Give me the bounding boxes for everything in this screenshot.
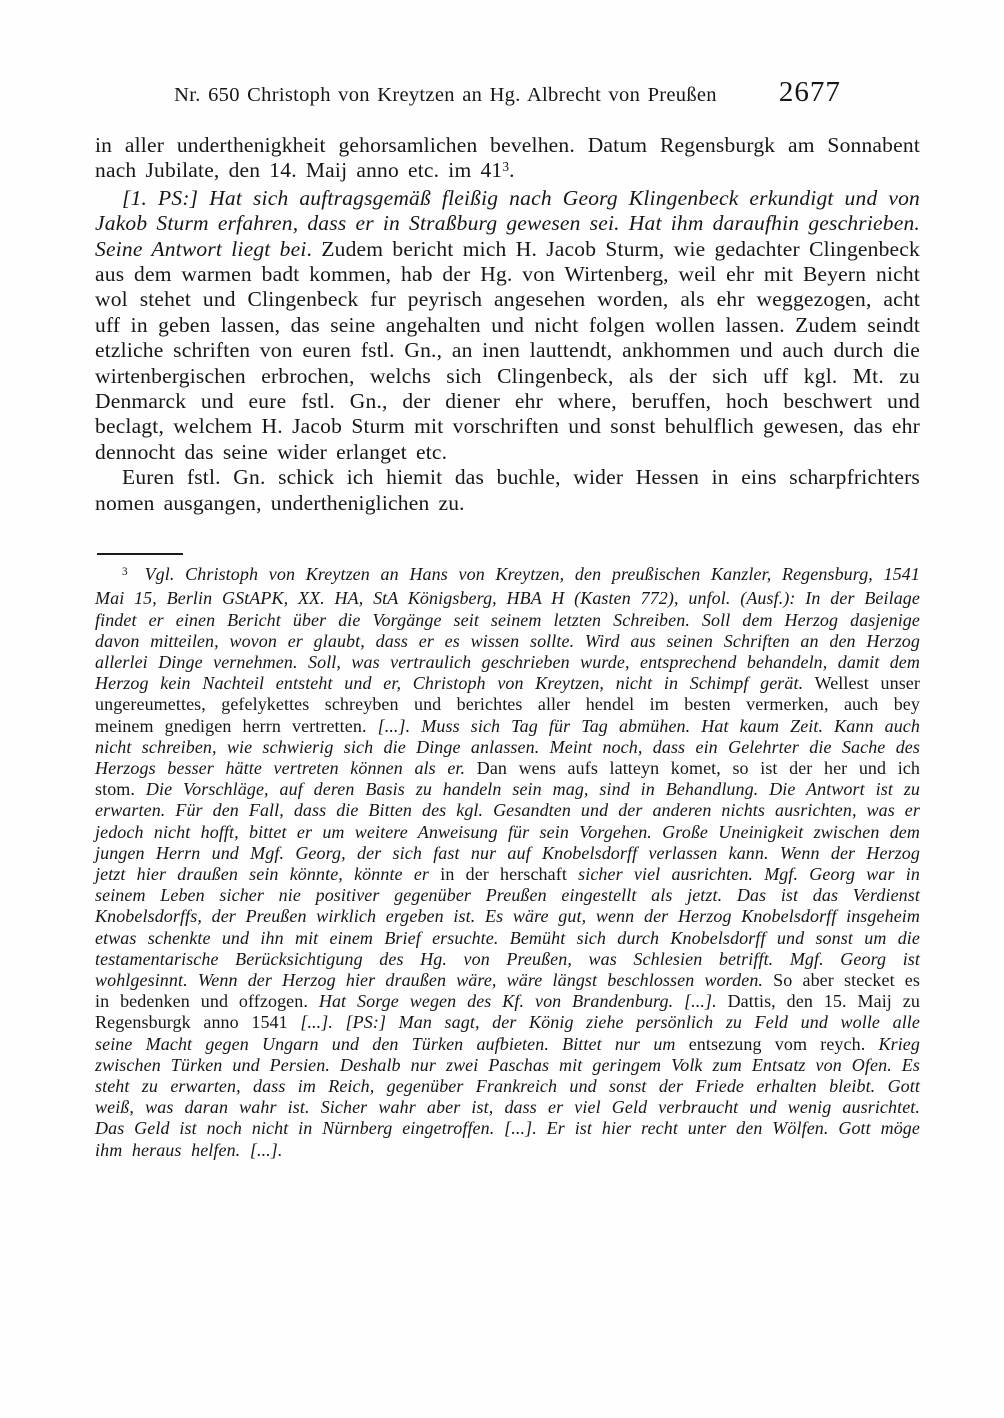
text-segment: Euren fstl. Gn. schick ich hiemit das buchle, wider Hessen in eins scharpfrichters nomen ausgangen, undertheniglichen zu. xyxy=(95,465,920,515)
text-segment: Wellest unser ungereumettes, gefelykettes schreyben und berichtes aller hendel im besten vermerken, auch bey meinem gnedigen herrn vertretten. xyxy=(95,673,920,736)
footnote-block xyxy=(95,564,920,1161)
text-segment: entsezung vom reych. xyxy=(675,1033,866,1054)
footnote-reference-number: 3 xyxy=(122,566,128,579)
text-segment: [...]. [PS:] Man sagt, der König ziehe persönlich zu Feld und wolle alle seine Macht gegen Ungarn und den Türken aufbieten. Bittet nur um xyxy=(95,1012,920,1054)
page-number: 2677 xyxy=(778,76,841,108)
body-paragraph-2 xyxy=(95,186,920,465)
text-segment: [1. PS:] Hat sich auftragsgemäß fleißig nach Georg Klingenbeck erkundigt und von Jakob Sturm erfahren, dass er in Straßburg gewesen sei. Hat ihm daraufhin geschrieben. Seine Antwort liegt bei xyxy=(95,185,920,261)
main-text xyxy=(95,133,920,516)
text-segment: . xyxy=(509,158,515,183)
page-header xyxy=(95,76,920,109)
text-segment: Dan wens aufs latteyn komet, so ist der her und ich stom. xyxy=(95,757,920,800)
text-segment: So aber stecket es in bedenken und offzogen. xyxy=(95,969,920,1012)
body-paragraph-3 xyxy=(95,465,920,516)
text-segment: Krieg zwischen Türken und Persien. Deshalb nur zwei Paschas mit geringem Volk zum Entsatz von Ofen. Es steht zu erwarten, dass im Reich, gegenüber Frankreich und sonst der Friede erhalten bleibt. Gott weiß, was daran wahr ist. Sicher wahr aber ist, dass er viel Geld verbraucht und wenig ausrichtet. Das Geld ist noch nicht in Nürnberg eingetroffen. [...]. Er ist hier recht unter den Wölfen. Gott möge ihm heraus helfen. [...]. xyxy=(95,1033,920,1160)
text-segment: . Zudem bericht mich H. Jacob Sturm, wie gedachter Clingenbeck aus dem warmen badt kommen, hab der Hg. von Wirtenberg, weil ehr mit Beyern nicht wol stehet und Clingenbeck fur peyrisch angesehen worden, als ehr weggezogen, acht uff in geben lassen, das seine angehalten und nicht folgen wollen lassen. Zudem seindt etzliche schriften von euren fstl. Gn., an inen lauttendt, ankhommen und auch durch die wirtenbergischen erbrochen, welchs sich Clingenbeck, als der sich uff kgl. Mt. zu Denmarck und eure fstl. Gn., der diener ehr where, beruffen, hoch beschwert und beclagt, welchem H. Jacob Sturm mit vorschriften und sonst behulflich gewesen, das ehr dennocht das seine wider erlanget etc. xyxy=(95,236,920,464)
text-segment: sicher viel ausrichten. Mgf. Georg war in seinem Leben sicher nie positiver gegenüber Preußen eingestellt als jetzt. Das ist das Verdienst Knobelsdorffs, der Preußen wirklich ergeben ist. Es wäre gut, wenn der Herzog Knobelsdorff insgeheim etwas schenkte und ihn mit einem Brief ersuchte. Bemüht sich durch Knobelsdorff und sonst um die testamentarische Berücksichtigung des Hg. von Preußen, was Schlesien betrifft. Mgf. Georg ist wohlgesinnt. Wenn der Herzog hier draußen wäre, wäre längst beschlossen worden. xyxy=(95,863,920,990)
body-paragraph-1 xyxy=(95,133,920,186)
running-title: Nr. 650 Christoph von Kreytzen an Hg. Albrecht von Preußen xyxy=(174,84,717,106)
text-segment: Die Vorschläge, auf deren Basis zu handeln sein mag, sind in Behandlung. Die Antwort ist zu erwarten. Für den Fall, dass die Bitten des kgl. Gesandten und der anderen nichts ausrichten, was er jedoch nicht hofft, bittet er um weitere Anweisung für sein Vorgehen. Große Uneinigkeit zwischen dem jungen Herrn und Mgf. Georg, der sich fast nur auf Knobelsdorff verlassen kann. Wenn der Herzog jetzt hier draußen sein könnte, könnte er xyxy=(95,779,920,884)
text-segment: Hat Sorge wegen des Kf. von Brandenburg. [...]. xyxy=(307,991,717,1012)
text-segment: in der herschaft xyxy=(429,863,579,884)
footnote-text xyxy=(95,564,920,1161)
text-segment: [...]. Muss sich Tag für Tag abmühen. Hat kaum Zeit. Kann auch nicht schreiben, wie schwierig sich die Dinge anlassen. Meint noch, dass ein Gelehrter die Sache des Herzogs besser hätte vertreten können als er. xyxy=(95,715,920,778)
footnote-separator xyxy=(97,553,183,555)
footnote-reference-number: 3 xyxy=(502,159,510,175)
text-segment: in aller underthenigkheit gehorsamlichen bevelhen. Datum Regensburgk am Sonnabent nach Jubilate, den 14. Maij anno etc. im 41 xyxy=(95,133,920,183)
text-segment: Dattis, den 15. Maij zu Regensburgk anno 1541 xyxy=(95,991,920,1033)
text-segment: Vgl. Christoph von Kreytzen an Hans von Kreytzen, den preußischen Kanzler, Regensburg, 1541 Mai 15, Berlin GStAPK, XX. HA, StA Königsberg, HBA H (Kasten 772), unfol. (Ausf.): In der Beilage findet er einen Bericht über die Vorgänge seit seinem letzten Schreiben. Soll dem Herzog dasjenige davon mitteilen, wovon er glaubt, dass er es wissen sollte. Wird aus seinen Schriften an den Herzog allerlei Dinge vernehmen. Soll, was vertraulich geschrieben wurde, entsprechend behandeln, damit dem Herzog kein Nachteil entsteht und er, Christoph von Kreytzen, nicht in Schimpf gerät. xyxy=(95,564,920,694)
